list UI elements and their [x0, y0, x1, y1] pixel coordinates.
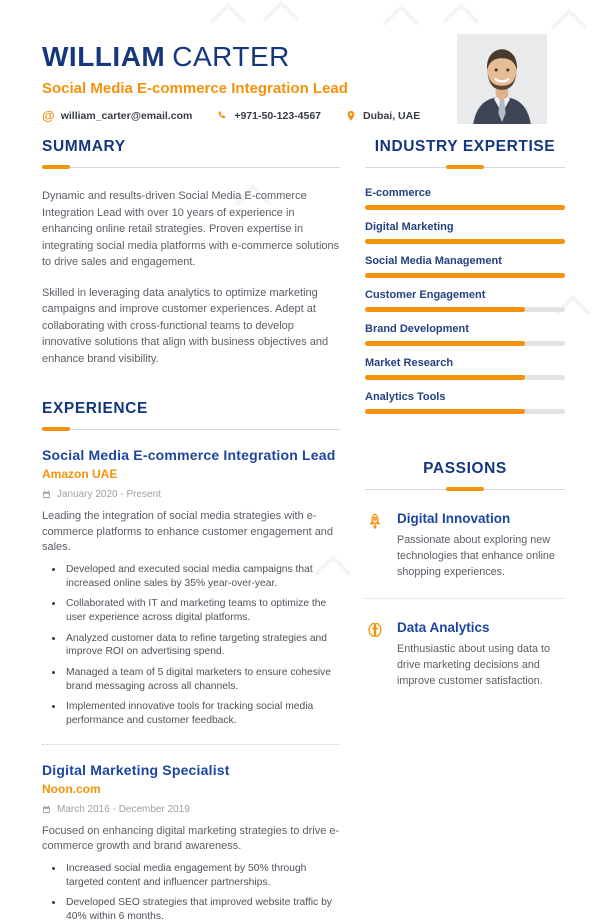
passion-item [365, 620, 565, 690]
calendar-icon [42, 805, 51, 814]
summary-paragraph: Skilled in leveraging data analytics to optimize marketing campaigns and improve customer experiences. Adept at collaborating with cross-functional teams to develop innovative solutions that align with business objectives and enhance brand visibility. [42, 286, 329, 365]
passion-title: Data Analytics [397, 619, 490, 635]
passion-divider [365, 598, 565, 599]
skill-label: Brand Development [365, 323, 469, 335]
skill-bar-fill [365, 409, 525, 414]
summary-heading: SUMMARY [42, 138, 126, 155]
passion-body [397, 620, 565, 690]
brain-icon [365, 621, 385, 641]
profile-photo [457, 34, 547, 124]
heading-rule-accent [446, 165, 484, 169]
job-company: Noon.com [42, 781, 101, 796]
rocket-icon [365, 512, 385, 532]
skill-bar-fill [365, 205, 565, 210]
passion-text: Enthusiastic about using data to drive marketing decisions and improve customer satisfaction. [397, 642, 551, 687]
industry-expertise-heading: INDUSTRY EXPERTISE [374, 138, 556, 155]
skill-bar-track [365, 273, 565, 278]
skill-label: Market Research [365, 357, 454, 369]
skill-item [365, 187, 565, 210]
job-bullet: • Analyzed customer data to refine targeting strategies and improve ROI on advertising spend. [64, 632, 340, 659]
phone-text: +971-50-123-4567 [234, 109, 322, 122]
job-dates [42, 804, 340, 815]
heading-rule [365, 489, 565, 490]
skill-bar-track [365, 375, 565, 380]
contact-phone [216, 110, 321, 122]
passion-title: Digital Innovation [397, 511, 511, 526]
last-name: CARTER [172, 41, 290, 72]
experience-heading: EXPERIENCE [42, 400, 148, 417]
skill-item [365, 255, 565, 278]
header [42, 42, 442, 122]
skill-label: Digital Marketing [365, 221, 454, 233]
contact-email [42, 109, 192, 122]
heading-rule-accent [42, 165, 70, 169]
headline-job-title: Social Media E-commerce Integration Lead [42, 80, 348, 98]
skill-bar-track [365, 205, 565, 210]
job-bullet-list [64, 862, 340, 924]
location-text: Dubai, UAE [363, 109, 421, 122]
job-bullet: • Developed SEO strategies that improved website traffic by 40% within 6 months. [64, 896, 340, 923]
passion-text: Passionate about exploring new technologies that enhance online shopping experiences. [397, 534, 555, 579]
passion-item [365, 511, 565, 581]
chevron-watermark [210, 3, 247, 40]
skill-label: Analytics Tools [365, 391, 446, 403]
heading-rule-accent [446, 487, 484, 491]
skill-item [365, 391, 565, 414]
right-column [365, 138, 565, 924]
skill-item [365, 221, 565, 244]
passions-heading: PASSIONS [423, 460, 507, 477]
job-description: Leading the integration of social media strategies with e-commerce platforms to enhance customer engagement and sales. [42, 510, 334, 554]
job-company: Amazon UAE [42, 467, 118, 481]
skill-bar-track [365, 341, 565, 346]
job-bullet: • Collaborated with IT and marketing teams to optimize the user experience across digital platforms. [64, 597, 340, 624]
job-description: Focused on enhancing digital marketing strategies to drive e-commerce growth and brand awareness. [42, 824, 340, 853]
skill-item [365, 323, 565, 346]
section-passions [365, 460, 565, 689]
heading-rule [42, 167, 340, 168]
job-bullet: • Implemented innovative tools for tracking social media performance and customer feedback. [64, 700, 340, 727]
section-summary [42, 138, 340, 367]
chevron-watermark [263, 1, 300, 38]
skill-list [365, 187, 565, 414]
skill-bar-fill [365, 375, 525, 380]
job-title: Social Media E-commerce Integration Lead [42, 447, 336, 463]
skill-bar-fill [365, 341, 525, 346]
job-dates-text: January 2020 - Present [57, 489, 161, 500]
heading-rule [365, 167, 565, 168]
skill-label: E-commerce [365, 187, 432, 199]
location-icon [345, 110, 357, 122]
skill-bar-fill [365, 239, 565, 244]
skill-label: Social Media Management [365, 255, 502, 267]
skill-bar-track [365, 239, 565, 244]
section-experience [42, 400, 340, 924]
job-bullet: • Increased social media engagement by 50% through targeted content and influencer partnerships. [64, 862, 340, 889]
chevron-watermark [383, 5, 420, 42]
skill-item [365, 289, 565, 312]
section-industry-expertise [365, 138, 565, 414]
job-divider [42, 744, 340, 745]
summary-paragraph: Dynamic and results-driven Social Media E-commerce Integration Lead with over 10 years of experience in enhancing online retail strategies. Proven expertise in integrating social media platforms with e-commerce solutions to drive sales and engagement. [42, 190, 340, 268]
job-title: Digital Marketing Specialist [42, 761, 230, 778]
job-entry [42, 447, 340, 728]
profile-photo-illustration [457, 34, 547, 124]
email-text: william_carter@email.com [60, 109, 193, 122]
email-icon: @ [42, 108, 55, 124]
skill-item [365, 357, 565, 380]
contact-row [42, 109, 442, 122]
skill-bar-fill [365, 307, 525, 312]
phone-icon [216, 110, 228, 122]
calendar-icon [42, 490, 51, 499]
chevron-watermark [551, 9, 588, 46]
contact-location [345, 110, 420, 122]
passion-body [397, 511, 565, 581]
heading-rule-accent [42, 427, 70, 431]
job-entry [42, 762, 340, 924]
left-column [42, 138, 340, 924]
job-bullet: • Managed a team of 5 digital marketers to ensure cohesive brand messaging across all channels. [64, 666, 340, 693]
content-columns [42, 138, 565, 924]
first-name: WILLIAM [42, 41, 166, 72]
skill-bar-fill [365, 273, 565, 278]
job-dates-text: March 2016 - December 2019 [57, 803, 190, 815]
candidate-name [42, 42, 442, 71]
skill-bar-track [365, 409, 565, 414]
heading-rule [42, 429, 340, 430]
skill-label: Customer Engagement [365, 289, 486, 301]
skill-bar-track [365, 307, 565, 312]
job-bullet: • Developed and executed social media campaigns that increased online sales by 35% year-over-year. [64, 563, 340, 590]
job-dates [42, 489, 340, 500]
job-bullet-list [64, 563, 340, 728]
